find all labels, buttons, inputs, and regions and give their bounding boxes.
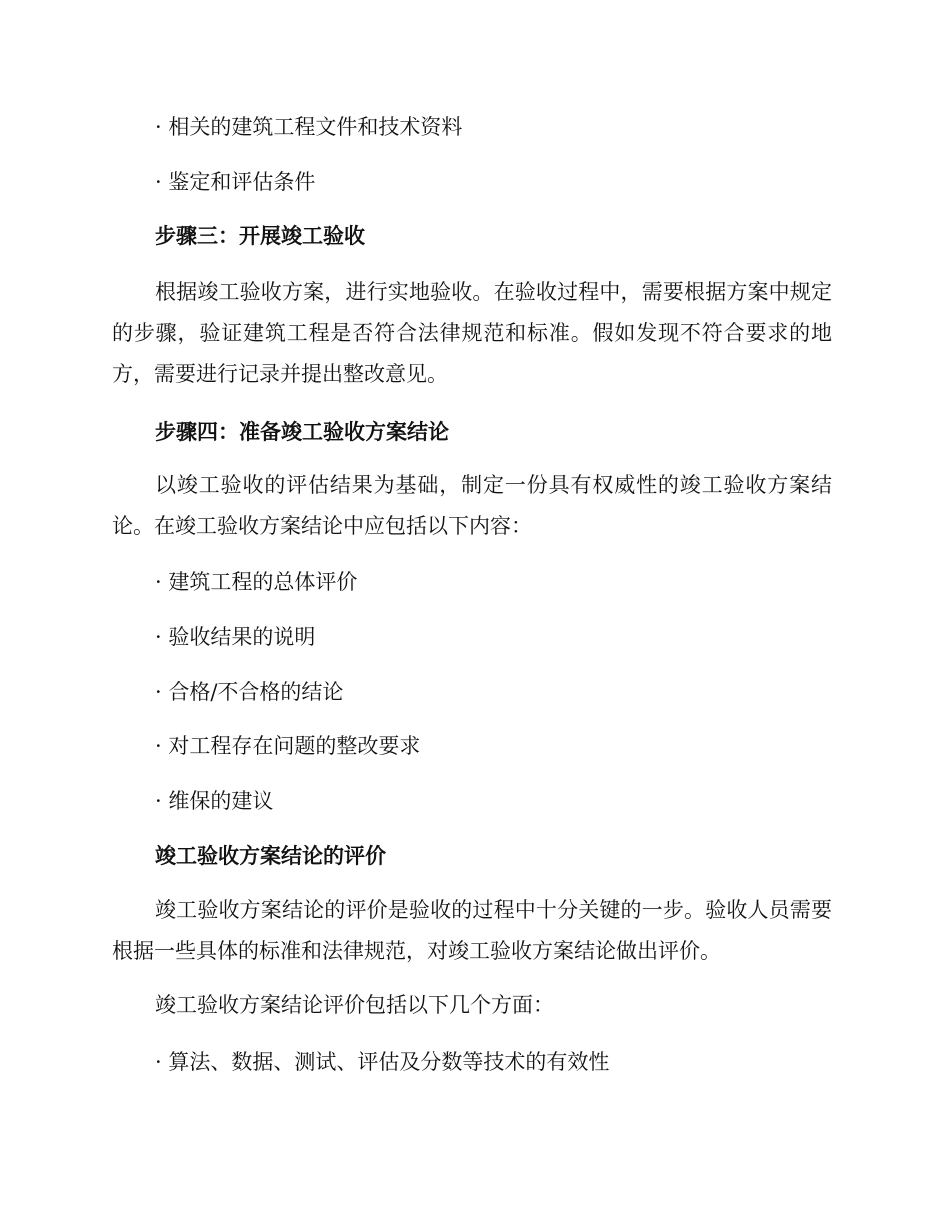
section-heading: 竣工验收方案结论的评价 — [155, 843, 386, 868]
list-item: · 验收结果的说明 — [155, 625, 316, 649]
list-item: · 相关的建筑工程文件和技术资料 — [155, 115, 463, 139]
list-item: · 维保的建议 — [155, 789, 274, 813]
paragraph: 竣工验收方案结论评价包括以下几个方面： — [155, 993, 554, 1017]
paragraph: 根据竣工验收方案，进行实地验收。在验收过程中，需要根据方案中规定的步骤，验证建筑工程是否符合法律规范和标准。假如发现不符合要求的地方，需要进行记录并提出整改意见。 — [112, 280, 832, 386]
list-item: · 鉴定和评估条件 — [155, 170, 316, 194]
list-item: · 建筑工程的总体评价 — [155, 570, 358, 594]
section-heading: 步骤三：开展竣工验收 — [155, 223, 365, 248]
paragraph: 以竣工验收的评估结果为基础，制定一份具有权威性的竣工验收方案结论。在竣工验收方案结论中应包括以下内容： — [112, 473, 832, 538]
list-item: · 合格/不合格的结论 — [155, 680, 344, 704]
list-item: · 算法、数据、测试、评估及分数等技术的有效性 — [155, 1050, 610, 1074]
paragraph: 竣工验收方案结论的评价是验收的过程中十分关键的一步。验收人员需要根据一些具体的标准和法律规范，对竣工验收方案结论做出评价。 — [112, 898, 832, 963]
list-item: · 对工程存在问题的整改要求 — [155, 734, 421, 758]
section-heading: 步骤四：准备竣工验收方案结论 — [155, 419, 449, 444]
